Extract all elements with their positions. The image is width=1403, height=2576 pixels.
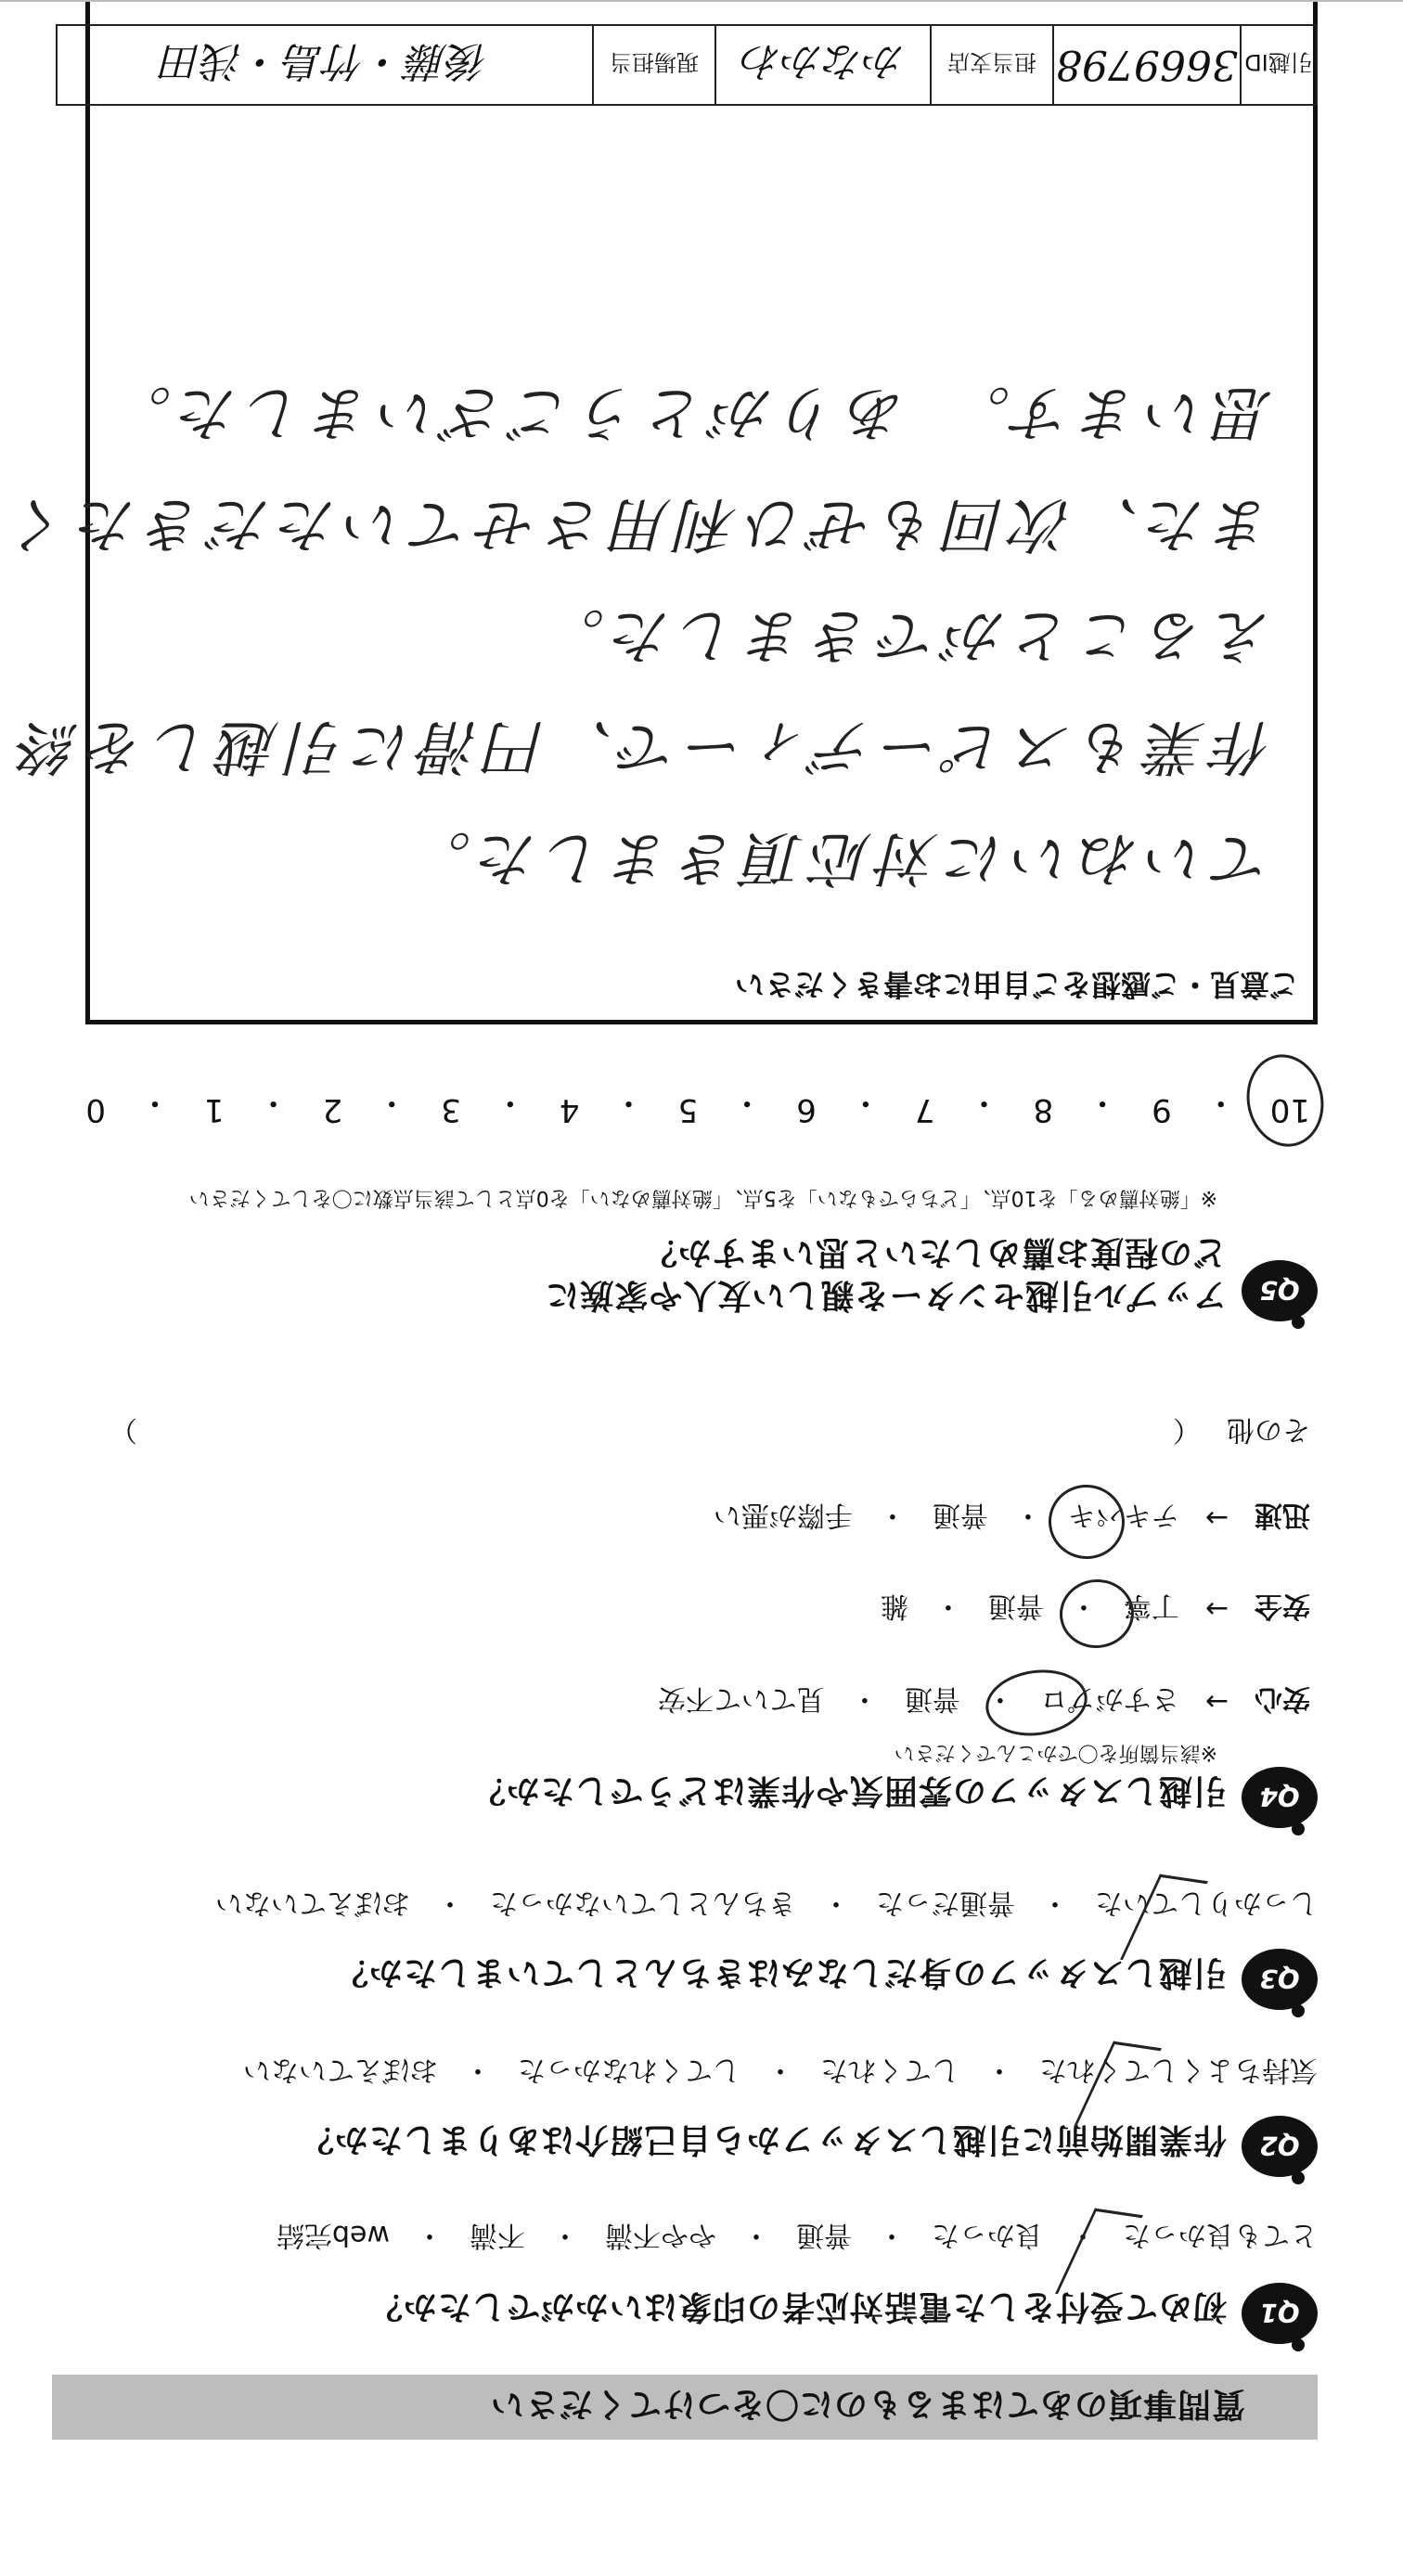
score-4[interactable]: 4 bbox=[559, 1091, 580, 1128]
comment-line-2: 作業もスピーディーで、円滑に引越しを終 bbox=[11, 712, 1273, 780]
q2-badge-label: Q2 bbox=[1259, 2131, 1300, 2162]
q5-question-line-1: アップル引越センターを親しい友人や家族に bbox=[545, 1276, 1227, 1314]
q2-question: 作業開始前に引越しスタッフから自己紹介はありましたか？ bbox=[299, 2120, 1227, 2158]
q4-row-1-answer-circle bbox=[982, 1664, 1092, 1743]
q4-badge-label: Q4 bbox=[1259, 1782, 1300, 1813]
score-10[interactable]: 10 bbox=[1269, 1091, 1310, 1128]
score-8[interactable]: 8 bbox=[1033, 1091, 1054, 1128]
q4-note: ※該当箇所を〇でかこんでください bbox=[894, 1741, 1217, 1764]
q1-question: 初めて受付をした電話対応者の印象はいかがでしたか？ bbox=[367, 2287, 1227, 2325]
q3-options: しっかりしていた ・ 普通だった ・ きちんとしていなかった ・ おぼえていない bbox=[215, 1886, 1318, 1926]
comment-line-5: 思います。 ありがとうございました。 bbox=[105, 378, 1273, 446]
q4-row-1-option-2[interactable]: 普通 bbox=[904, 1682, 960, 1715]
score-9[interactable]: 9 bbox=[1152, 1091, 1172, 1128]
q4-row-3-option-1[interactable]: テキパキ bbox=[1067, 1499, 1179, 1531]
staff-value: 後藤・竹島・浅田 bbox=[161, 37, 488, 84]
q4-badge bbox=[1242, 1767, 1318, 1828]
q1-option-6[interactable]: web完結 bbox=[276, 2219, 390, 2251]
q1-badge bbox=[1242, 2283, 1318, 2344]
comment-line-3: えることができました。 bbox=[538, 600, 1273, 669]
q2-option-4[interactable]: おぼえていない bbox=[243, 2054, 438, 2086]
q3-badge bbox=[1242, 1949, 1318, 2010]
q5-badge bbox=[1242, 1260, 1318, 1321]
q4-row-2-answer-circle bbox=[1056, 1576, 1137, 1652]
score-0[interactable]: 0 bbox=[85, 1091, 106, 1128]
score-7[interactable]: 7 bbox=[914, 1091, 935, 1128]
q5-note: ※「絶対薦める」を10点、「どちらでもない」を5点、「絶対薦めない」を0点として該当点数に〇をしてください bbox=[188, 1186, 1217, 1209]
score-5[interactable]: 5 bbox=[677, 1091, 699, 1128]
q4-question: 引越しスタッフの雰囲気や作業はどうでしたか？ bbox=[470, 1771, 1227, 1810]
q1-options: とても良かった ・ 良かった ・ 普通 ・ やや不満 ・ 不満 ・ web完結 bbox=[277, 2218, 1318, 2259]
q4-row-anshin: 安心 → さすがプロ ・ 普通 ・ 見ていて不安 bbox=[658, 1681, 1310, 1722]
q3-badge-label: Q3 bbox=[1259, 1964, 1300, 1995]
q4-row-anzen: 安全 → 丁寧 ・ 普通 ・ 雑 bbox=[881, 1589, 1310, 1629]
info-bar bbox=[56, 24, 1318, 106]
q3-option-2[interactable]: 普通だった bbox=[876, 1887, 1015, 1919]
q1-option-2[interactable]: 良かった bbox=[932, 2219, 1043, 2251]
q5-question-line-2: どの程度お薦めしたいと思いますか？ bbox=[642, 1233, 1227, 1271]
q4-row-1-arrow: → bbox=[1204, 1685, 1229, 1719]
q2-option-3[interactable]: してくれなかった bbox=[518, 2054, 740, 2086]
section-header-text: 質問事項のあてはまるものに〇をつけてください bbox=[489, 2385, 1245, 2424]
comment-line-4: また、次回もぜひ利用させていただきたく bbox=[4, 489, 1273, 558]
q4-row-2-arrow: → bbox=[1204, 1592, 1229, 1626]
q4-row-2-option-3[interactable]: 雑 bbox=[880, 1590, 908, 1622]
q4-row-3-arrow: → bbox=[1204, 1501, 1229, 1535]
q1-badge-label: Q1 bbox=[1259, 2298, 1300, 2329]
move-id-value: 3669798 bbox=[1052, 26, 1240, 104]
q4-other-close: ） bbox=[109, 1413, 137, 1446]
q5-scale: 10 ・ 9 ・ 8 ・ 7 ・ 6 ・ 5 ・ 4 ・ 3 ・ 2 ・ 1 ・ 0 bbox=[85, 1084, 1310, 1128]
score-6[interactable]: 6 bbox=[796, 1091, 817, 1128]
q2-options: 気持ちよくしてくれた ・ してくれた ・ してくれなかった ・ おぼえていない bbox=[243, 2053, 1318, 2093]
move-id-label: 引越ID bbox=[1240, 26, 1316, 104]
q5-answer-circle bbox=[1239, 1048, 1332, 1154]
q2-badge bbox=[1242, 2116, 1318, 2177]
q4-row-3-option-3[interactable]: 手際が悪い bbox=[713, 1499, 853, 1531]
scan-edge bbox=[0, 0, 1403, 2]
comment-title: ご意見・ご感想をご自由にお書きください bbox=[734, 967, 1299, 1002]
q3-option-3[interactable]: きちんとしていなかった bbox=[490, 1887, 796, 1919]
q4-row-1-option-3[interactable]: 見ていて不安 bbox=[657, 1682, 825, 1715]
q4-other bbox=[109, 1412, 1310, 1453]
branch-value: かなかわ bbox=[714, 26, 930, 104]
branch-label: 担当支店 bbox=[930, 26, 1052, 104]
q4-row-2-option-1[interactable]: 丁寧 bbox=[1123, 1590, 1179, 1622]
staff-label: 現場担当 bbox=[592, 26, 714, 104]
score-3[interactable]: 3 bbox=[441, 1091, 461, 1128]
q4-row-2-option-2[interactable]: 普通 bbox=[987, 1590, 1044, 1622]
q4-other-open: （ bbox=[1173, 1413, 1201, 1446]
q2-option-2[interactable]: してくれた bbox=[820, 2054, 959, 2086]
q4-row-jinsoku: 迅速 → テキパキ ・ 普通 ・ 手際が悪い bbox=[714, 1498, 1310, 1539]
q3-option-4[interactable]: おぼえていない bbox=[215, 1887, 410, 1919]
q4-row-1-option-1[interactable]: さすがプロ bbox=[1039, 1682, 1179, 1715]
section-header bbox=[52, 2375, 1318, 2440]
q4-row-2-label: 安全 bbox=[1255, 1590, 1310, 1622]
q1-option-4[interactable]: やや不満 bbox=[605, 2219, 716, 2251]
q3-question: 引越しスタッフの身だしなみはきちんとしていましたか？ bbox=[333, 1953, 1227, 1991]
q1-option-5[interactable]: 不満 bbox=[470, 2219, 525, 2251]
q4-row-3-label: 迅速 bbox=[1255, 1499, 1310, 1531]
q4-row-3-answer-circle bbox=[1044, 1480, 1129, 1565]
q2-option-1[interactable]: 気持ちよくしてくれた bbox=[1039, 2054, 1318, 2086]
q4-other-label: その他 bbox=[1227, 1413, 1310, 1446]
q3-option-1[interactable]: しっかりしていた bbox=[1095, 1887, 1318, 1919]
q1-option-3[interactable]: 普通 bbox=[796, 2219, 852, 2251]
q4-row-1-label: 安心 bbox=[1255, 1682, 1310, 1715]
q4-row-3-option-2[interactable]: 普通 bbox=[932, 1499, 988, 1531]
comment-line-1: ていねいに対応頂きました。 bbox=[405, 823, 1273, 892]
score-2[interactable]: 2 bbox=[322, 1091, 343, 1128]
q1-option-1[interactable]: とても良かった bbox=[1123, 2219, 1318, 2251]
q5-badge-label: Q5 bbox=[1259, 1275, 1300, 1307]
score-1[interactable]: 1 bbox=[203, 1091, 225, 1128]
